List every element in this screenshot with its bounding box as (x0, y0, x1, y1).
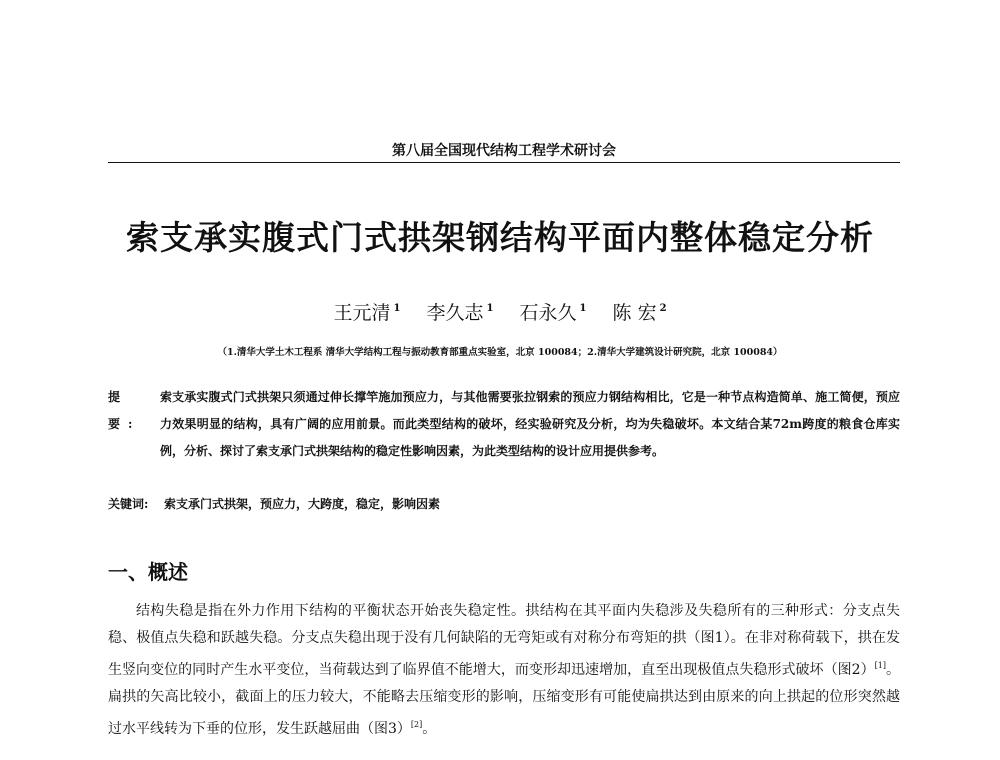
author-name: 王元清 (333, 302, 391, 324)
affiliation-mark: 1 (393, 303, 401, 314)
abstract-text: 索支承实腹式门式拱架只须通过伸长撑竿施加预应力，与其他需要张拉钢索的预应力钢结构相比，它是一种节点构造简单、施工简便，预应力效果明显的结构，具有广阔的应用前景。而此类型结构的破坏，经实验研究及分析，均为失稳破坏。本文结合某72m跨度的粮食仓库实例，分析、探讨了索支承门式拱架结构的稳定性影响因素，为此类型结构的设计应用提供参考。 (160, 390, 900, 458)
affiliation-mark: 1 (486, 303, 494, 314)
running-header: 第八届全国现代结构工程学术研讨会 (392, 143, 616, 159)
citation-2[interactable]: [2] (410, 720, 423, 729)
author-1 (333, 298, 400, 325)
body-text-part-2: 。扁拱的矢高比较小，截面上的压力较大，不能略去压缩变形的影响，压缩变形有可能使扁拱达到由原来的向上拱起的位形突然越过水平线转为下垂的位形，发生跃越屈曲（图3） (108, 662, 900, 737)
keywords-label: 关键词: (108, 497, 149, 511)
author-2 (426, 298, 493, 325)
body-text-part-1: 结构失稳是指在外力作用下结构的平衡状态开始丧失稳定性。拱结构在其平面内失稳涉及失稳所有的三种形式：分支点失稳、极值点失稳和跃越失稳。分支点失稳出现于没有几何缺陷的无弯矩或有对称分布弯矩的拱（图1）。在非对称荷载下，拱在发生竖向变位的同时产生水平变位，当荷载达到了临界值不能增大，而变形却迅速增加，直至出现极值点失稳形式破坏（图2） (108, 603, 900, 678)
author-name: 李久志 (426, 302, 484, 324)
section-heading: 一、概述 (108, 560, 188, 584)
abstract-label: 提要: (108, 390, 141, 431)
affiliation: （1.清华大学土木工程系 清华大学结构工程与振动教育部重点实验室，北京 100084；2.清华大学建筑设计研究院，北京 100084） (217, 347, 783, 358)
author-3 (520, 298, 587, 325)
author-name: 石永久 (519, 302, 577, 324)
body-paragraph (108, 598, 900, 743)
body-text-part-3: 。 (422, 721, 437, 737)
author-name: 陈 宏 (612, 302, 657, 324)
keywords-text: 索支承门式拱架，预应力，大跨度，稳定，影响因素 (164, 497, 441, 511)
paper-title: 索支承实腹式门式拱架钢结构平面内整体稳定分析 (126, 218, 874, 257)
affiliation-mark: 1 (579, 303, 587, 314)
citation-1[interactable]: [1] (874, 661, 886, 670)
keywords (108, 492, 900, 516)
header-rule (108, 162, 900, 163)
author-list (200, 298, 800, 325)
affiliation-mark: 2 (659, 303, 667, 314)
abstract (108, 384, 900, 465)
author-4 (613, 298, 667, 325)
